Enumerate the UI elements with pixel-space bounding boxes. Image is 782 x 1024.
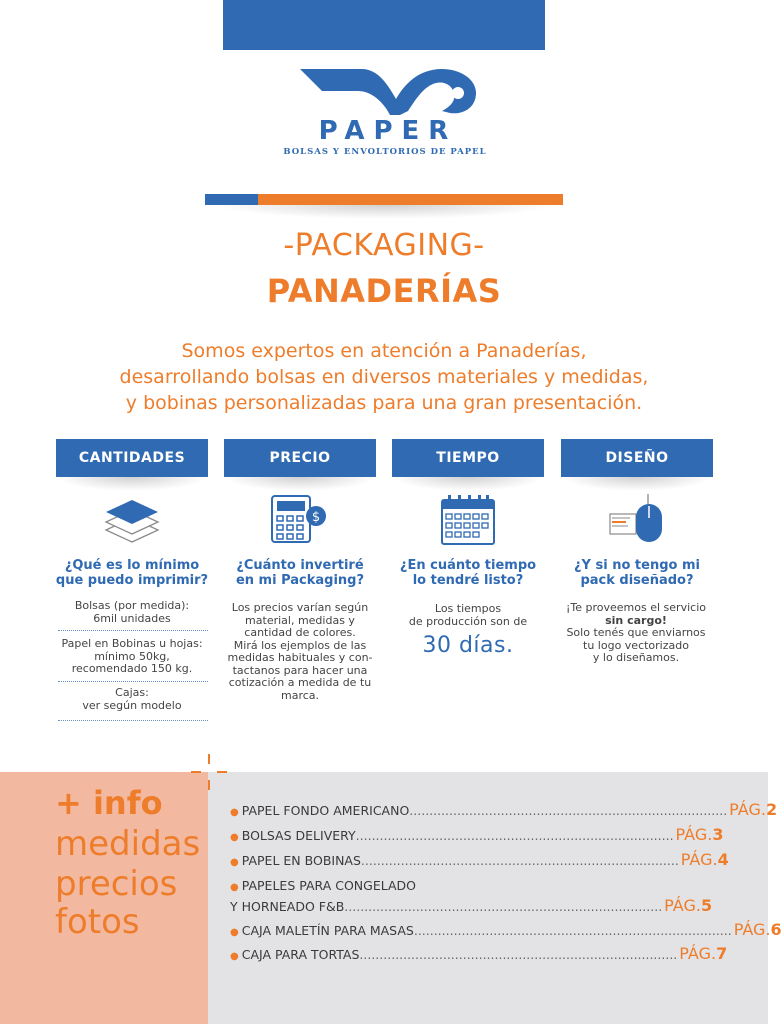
design-mouse-icon <box>606 492 666 550</box>
question-tiempo <box>383 558 553 588</box>
answer-line: marca. <box>280 688 320 702</box>
toc-pag: PÁG. <box>664 896 701 915</box>
question-cantidades <box>47 558 217 588</box>
toc-label: PAPEL FONDO AMERICANO <box>241 803 410 818</box>
answer-line: y lo diseñamos. <box>592 651 680 664</box>
question-line: ¿Y si no tengo mi <box>574 558 700 573</box>
toc-pag: PÁG. <box>679 944 717 963</box>
divider-shadow <box>215 205 555 219</box>
toc-page-number: 6 <box>770 920 782 939</box>
info-word-precios: precios <box>55 864 178 904</box>
toc-item[interactable] <box>230 850 729 869</box>
toc-leader: ................................................................................ <box>355 828 674 843</box>
dotted-divider <box>58 630 208 631</box>
toc-page-number: 7 <box>716 944 728 963</box>
toc-label: CAJA PARA TORTAS <box>241 947 360 962</box>
toc-leader: ................................................................................ <box>360 853 679 868</box>
header-diseno: DISEÑO <box>561 439 713 477</box>
answer-diseno <box>556 602 716 665</box>
question-diseno <box>552 558 722 588</box>
header-cantidades: CANTIDADES <box>56 439 208 477</box>
toc-page-number: 4 <box>717 850 729 869</box>
info-heading: + info <box>55 784 163 822</box>
toc-leader: ................................................................................ <box>409 803 728 818</box>
answer-line: cantidad de colores. <box>244 626 356 639</box>
answer-line: Mirá los ejemplos de las <box>233 638 367 652</box>
header-shadow <box>392 477 544 491</box>
answer-line: tactanos para hacer una <box>232 663 368 677</box>
calendar-icon <box>438 492 498 550</box>
answer-bolsas <box>52 600 212 625</box>
bullet-icon: ● <box>230 857 239 868</box>
calculator-price-icon <box>268 492 328 550</box>
question-line: que puedo imprimir? <box>55 573 209 588</box>
toc-pag: PÁG. <box>675 825 713 844</box>
answer-line: ver según modelo <box>82 698 182 712</box>
toc-pag: PÁG. <box>680 850 718 869</box>
question-line: ¿Qué es lo mínimo <box>64 558 200 573</box>
answer-line: Los precios varían según <box>231 601 369 614</box>
paper-logo-mark-icon <box>300 67 478 117</box>
answer-bold: sin cargo! <box>605 613 667 627</box>
info-word-medidas: medidas <box>55 824 201 864</box>
bullet-icon: ● <box>230 951 239 962</box>
toc-leader: ................................................................................ <box>413 923 732 938</box>
layers-icon <box>102 492 162 550</box>
toc-pag: PÁG. <box>729 800 766 819</box>
answer-line: medidas habituales y con- <box>227 651 373 664</box>
answer-line: recomendado 150 kg. <box>71 662 193 675</box>
header-shadow <box>224 477 376 491</box>
question-line: lo tendré listo? <box>412 573 524 588</box>
bullet-icon: ● <box>230 832 239 843</box>
toc-label: PAPELES PARA CONGELADO <box>241 878 416 893</box>
toc-leader: ................................................................................ <box>344 899 663 914</box>
svg-text:$: $ <box>311 510 321 525</box>
answer-line: Los tiempos <box>434 602 502 615</box>
toc-leader: ................................................................................ <box>359 947 678 962</box>
answer-line: Papel en Bobinas u hojas: <box>61 637 203 650</box>
question-line: ¿Cuánto invertiré <box>236 558 364 573</box>
answer-cajas <box>52 687 212 712</box>
answer-tiempo <box>388 603 548 628</box>
divider-blue <box>205 194 258 205</box>
bullet-icon: ● <box>230 882 239 893</box>
page-subtitle: -PACKAGING- <box>283 228 485 263</box>
brand-tagline: BOLSAS Y ENVOLTORIOS DE PAPEL <box>283 147 487 157</box>
answer-line: material, medidas y <box>245 613 355 627</box>
toc-item[interactable] <box>230 878 713 915</box>
answer-line: Cajas: <box>115 686 149 699</box>
brand-name: PAPER <box>318 116 458 146</box>
top-color-bar <box>223 0 545 50</box>
plus-crosshair-icon <box>189 752 229 792</box>
question-line: ¿En cuánto tiempo <box>399 558 537 573</box>
question-precio <box>215 558 385 588</box>
toc-label-2: Y HORNEADO F&B <box>230 899 345 914</box>
toc-item[interactable] <box>230 825 724 844</box>
answer-line: Solo tenés que enviarnos <box>566 626 706 639</box>
question-line: pack diseñado? <box>580 573 694 588</box>
toc-item[interactable] <box>230 800 778 819</box>
answer-bobinas <box>52 638 212 676</box>
toc-item[interactable] <box>230 920 782 939</box>
answer-line: 6mil unidades <box>93 611 171 625</box>
toc-page-number: 2 <box>765 800 778 819</box>
dotted-divider <box>58 720 208 721</box>
bullet-icon: ● <box>230 807 239 818</box>
intro-line: desarrollando bolsas en diversos materiales y medidas, <box>119 366 649 388</box>
toc-label: CAJA MALETÍN PARA MASAS <box>241 923 414 938</box>
intro-line: y bobinas personalizadas para una gran presentación. <box>125 392 643 414</box>
page-title: PANADERÍAS <box>266 272 502 310</box>
header-tiempo: TIEMPO <box>392 439 544 477</box>
toc-pag: PÁG. <box>733 920 771 939</box>
header-precio: PRECIO <box>224 439 376 477</box>
answer-line: tu logo vectorizado <box>583 638 689 652</box>
toc-label: PAPEL EN BOBINAS <box>241 853 361 868</box>
divider-orange <box>258 194 563 205</box>
dotted-divider <box>58 681 208 682</box>
bullet-icon: ● <box>230 927 239 938</box>
toc-page-number: 5 <box>700 896 713 915</box>
answer-line: Bolsas (por medida): <box>74 599 190 612</box>
intro-line: Somos expertos en atención a Panaderías, <box>181 340 587 362</box>
production-days: 30 días. <box>422 633 514 658</box>
answer-line: de producción son de <box>408 614 528 628</box>
question-line: en mi Packaging? <box>235 573 365 588</box>
answer-precio <box>220 602 380 702</box>
toc-item[interactable] <box>230 944 728 963</box>
answer-line: mínimo 50kg, <box>94 649 170 663</box>
answer-line: cotización a medida de tu <box>228 676 372 689</box>
intro-text <box>60 338 708 416</box>
answer-line: ¡Te proveemos el servicio <box>566 601 706 614</box>
header-shadow <box>561 477 713 491</box>
header-shadow <box>56 477 208 491</box>
toc-page-number: 3 <box>712 825 724 844</box>
info-word-fotos: fotos <box>55 902 140 942</box>
toc-label: BOLSAS DELIVERY <box>241 828 356 843</box>
